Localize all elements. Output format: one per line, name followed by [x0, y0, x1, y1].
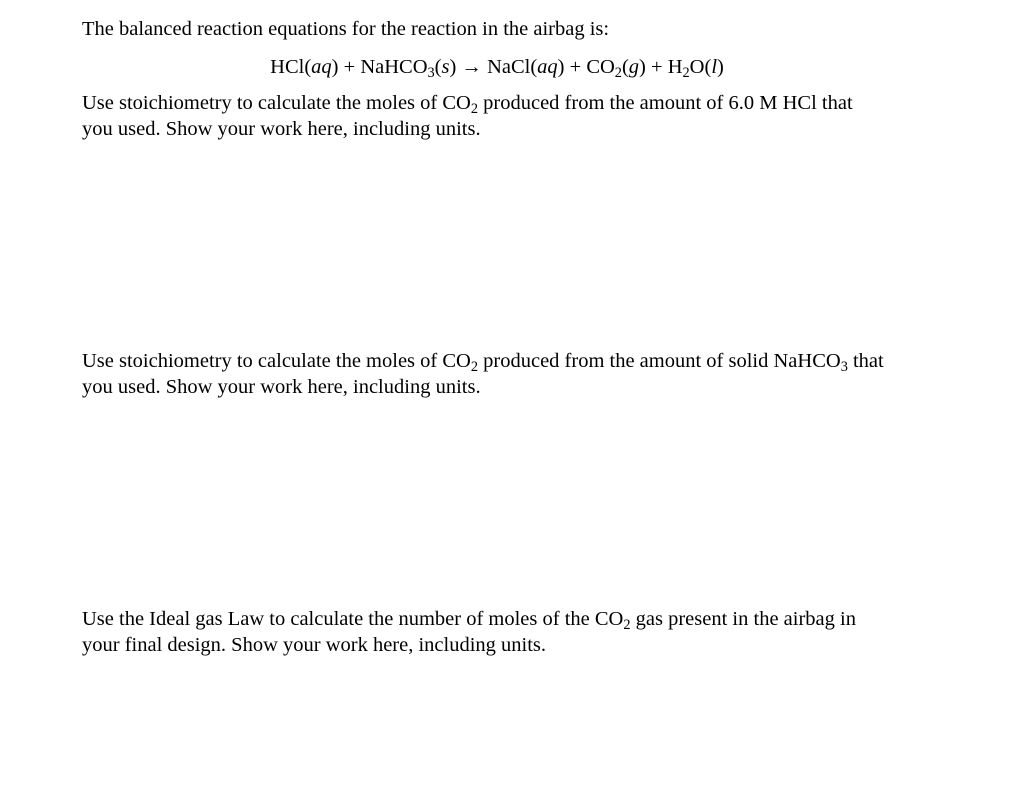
hcl-state: aq — [311, 56, 332, 78]
nacl-state: aq — [537, 56, 558, 78]
h2o-hydrogen: H — [667, 56, 683, 78]
question-line: you used. Show your work here, including units. — [82, 376, 481, 398]
hcl-formula: HCl — [270, 56, 305, 78]
balanced-equation: HCl(aq) + NaHCO3(s) → NaCl(aq) + CO2(g) + H2O(l) — [270, 56, 724, 82]
question-line — [82, 348, 982, 374]
intro-text — [82, 16, 982, 42]
plus-sign: + — [338, 56, 361, 78]
question-text: that — [847, 350, 884, 372]
nahco3-formula: NaHCO — [360, 56, 428, 78]
question-line: your final design. Show your work here, including units. — [82, 634, 547, 656]
question-ideal-gas-moles — [82, 606, 982, 658]
question-line — [82, 90, 982, 116]
nahco3-subscript: 3 — [427, 65, 435, 82]
question-line — [82, 606, 982, 632]
h2o-state: l — [711, 56, 718, 78]
co2-subscript: 2 — [623, 617, 631, 634]
nahco3-state: s — [441, 56, 450, 78]
question-text: produced from the amount of 6.0 M HCl that — [478, 92, 853, 114]
h2o-oxygen: O — [689, 56, 705, 78]
intro-line: The balanced reaction equations for the reaction in the airbag is: — [82, 18, 610, 40]
question-text: Use the Ideal gas Law to calculate the number of moles of the CO — [82, 608, 624, 630]
co2-subscript: 2 — [470, 359, 479, 376]
plus-sign: + — [645, 56, 668, 78]
co2-subscript: 2 — [614, 65, 622, 82]
question-hcl-moles — [82, 90, 982, 142]
reaction-arrow: → — [456, 56, 488, 78]
question-text: gas present in the airbag in — [630, 608, 856, 630]
question-text: produced from the amount of solid NaHCO — [478, 350, 841, 372]
co2-formula: CO — [586, 56, 615, 78]
co2-subscript: 2 — [470, 101, 479, 118]
question-text: Use stoichiometry to calculate the moles of CO — [82, 350, 471, 372]
question-line: you used. Show your work here, including units. — [82, 118, 481, 140]
question-text: Use stoichiometry to calculate the moles of CO — [82, 92, 471, 114]
plus-sign: + — [564, 56, 587, 78]
h2o-subscript: 2 — [682, 65, 690, 82]
question-nahco3-moles — [82, 348, 982, 400]
co2-state: g — [628, 56, 640, 78]
nahco3-subscript: 3 — [840, 359, 848, 376]
nacl-formula: NaCl — [487, 56, 531, 78]
